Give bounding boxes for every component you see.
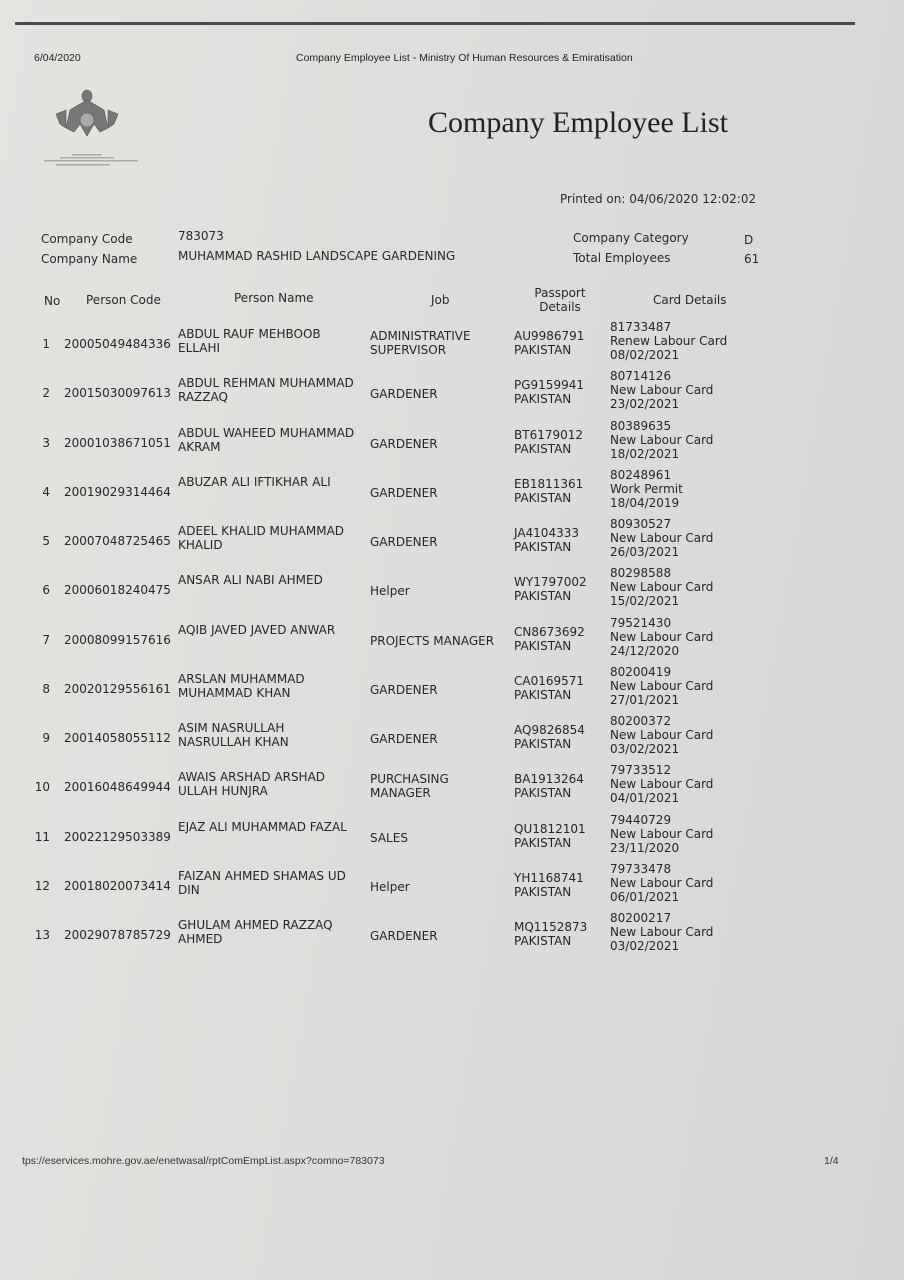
job-line-1: GARDENER [370, 535, 438, 549]
passport-details [514, 871, 604, 899]
total-employees-value: 61 [744, 252, 760, 266]
job-line-1: GARDENER [370, 929, 438, 943]
passport-details [514, 920, 604, 948]
person-name-line-2: AHMED [178, 932, 223, 946]
job-title [370, 929, 505, 943]
card-type: New Labour Card [610, 925, 714, 939]
card-date: 23/02/2021 [610, 397, 680, 411]
person-code: 20008099157616 [64, 633, 171, 647]
person-name-line-1: AQIB JAVED JAVED ANWAR [178, 623, 336, 637]
passport-number: WY1797002 [514, 575, 587, 589]
job-title [370, 732, 505, 746]
card-details [610, 517, 750, 559]
card-details [610, 862, 750, 904]
top-rule [15, 22, 855, 25]
passport-country: PAKISTAN [514, 885, 572, 899]
person-name [178, 918, 368, 946]
passport-details [514, 772, 604, 800]
footer-page-number: 1/4 [824, 1155, 839, 1167]
passport-details [514, 428, 604, 456]
col-card-details: Card Details [653, 293, 727, 307]
person-name-line-1: ASIM NASRULLAH [178, 721, 285, 735]
header-title: Company Employee List - Ministry Of Human Resources & Emiratisation [296, 52, 633, 64]
passport-details [514, 674, 604, 702]
job-title [370, 535, 505, 549]
passport-details [514, 822, 604, 850]
card-date: 18/02/2021 [610, 447, 680, 461]
passport-country: PAKISTAN [514, 442, 572, 456]
passport-number: QU1812101 [514, 822, 586, 836]
col-passport [530, 286, 590, 314]
card-date: 15/02/2021 [610, 594, 680, 608]
person-code: 20015030097613 [64, 386, 171, 400]
person-name-line-1: ABDUL REHMAN MUHAMMAD [178, 376, 354, 390]
passport-number: CA0169571 [514, 674, 585, 688]
table-row [0, 616, 904, 664]
card-number: 80389635 [610, 419, 672, 433]
passport-number: MQ1152873 [514, 920, 588, 934]
card-number: 80248961 [610, 468, 672, 482]
person-name-line-2: MUHAMMAD KHAN [178, 686, 291, 700]
card-date: 18/04/2019 [610, 496, 680, 510]
passport-country: PAKISTAN [514, 540, 572, 554]
person-code: 20029078785729 [64, 928, 171, 942]
card-type: New Labour Card [610, 679, 714, 693]
footer-url: tps://eservices.mohre.gov.ae/enetwasal/rptComEmpList.aspx?comno=783073 [22, 1155, 385, 1167]
passport-details [514, 625, 604, 653]
col-no: No [44, 294, 61, 308]
card-details [610, 714, 750, 756]
job-line-1: GARDENER [370, 486, 438, 500]
col-passport-line-1: Passport [534, 286, 586, 300]
passport-country: PAKISTAN [514, 343, 572, 357]
row-number: 9 [42, 731, 50, 745]
person-name [178, 426, 368, 454]
job-title [370, 683, 505, 697]
row-number: 11 [34, 830, 50, 844]
job-line-1: GARDENER [370, 683, 438, 697]
card-details [610, 419, 750, 461]
job-line-2: SUPERVISOR [370, 343, 447, 357]
person-code: 20001038671051 [64, 436, 171, 450]
person-code: 20007048725465 [64, 534, 171, 548]
job-title [370, 772, 505, 800]
passport-country: PAKISTAN [514, 392, 572, 406]
card-details [610, 566, 750, 608]
card-number: 80930527 [610, 517, 672, 531]
job-line-1: GARDENER [370, 387, 438, 401]
person-name [178, 623, 368, 637]
passport-number: AU9986791 [514, 329, 585, 343]
card-number: 79440729 [610, 813, 672, 827]
card-type: New Labour Card [610, 580, 714, 594]
job-line-1: GARDENER [370, 732, 438, 746]
person-code: 20020129556161 [64, 682, 171, 696]
passport-details [514, 329, 604, 357]
person-name-line-1: ABDUL RAUF MEHBOOB [178, 327, 321, 341]
person-name-line-1: AWAIS ARSHAD ARSHAD [178, 770, 326, 784]
table-row [0, 517, 904, 565]
card-details [610, 665, 750, 707]
person-name-line-2: ULLAH HUNJRA [178, 784, 268, 798]
card-type: New Labour Card [610, 531, 714, 545]
card-details [610, 468, 750, 510]
card-type: New Labour Card [610, 827, 714, 841]
row-number: 2 [42, 386, 50, 400]
person-name-line-1: ABDUL WAHEED MUHAMMAD [178, 426, 355, 440]
person-name-line-2: AKRAM [178, 440, 221, 454]
card-date: 06/01/2021 [610, 890, 680, 904]
passport-number: PG9159941 [514, 378, 584, 392]
job-title [370, 387, 505, 401]
job-line-1: Helper [370, 880, 410, 894]
person-name-line-2: KHALID [178, 538, 223, 552]
passport-details [514, 526, 604, 554]
passport-details [514, 477, 604, 505]
person-code: 20018020073414 [64, 879, 171, 893]
job-title [370, 634, 505, 648]
card-number: 80714126 [610, 369, 672, 383]
card-date: 04/01/2021 [610, 791, 680, 805]
table-row [0, 468, 904, 516]
person-code: 20016048649944 [64, 780, 171, 794]
printed-on: Printed on: 04/06/2020 12:02:02 [560, 192, 757, 206]
company-name-value: MUHAMMAD RASHID LANDSCAPE GARDENING [178, 249, 456, 263]
job-line-2: MANAGER [370, 786, 431, 800]
card-number: 80200372 [610, 714, 672, 728]
card-type: New Labour Card [610, 630, 714, 644]
job-title [370, 831, 505, 845]
passport-number: AQ9826854 [514, 723, 585, 737]
person-name [178, 327, 368, 355]
person-name-line-1: FAIZAN AHMED SHAMAS UD [178, 869, 346, 883]
job-line-1: SALES [370, 831, 408, 845]
passport-details [514, 378, 604, 406]
table-row [0, 911, 904, 959]
card-type: Renew Labour Card [610, 334, 728, 348]
passport-number: EB1811361 [514, 477, 584, 491]
card-details [610, 763, 750, 805]
row-number: 4 [42, 485, 50, 499]
card-date: 24/12/2020 [610, 644, 680, 658]
person-name-line-1: GHULAM AHMED RAZZAQ [178, 918, 333, 932]
card-type: Work Permit [610, 482, 683, 496]
person-name [178, 573, 368, 587]
person-name-line-2: NASRULLAH KHAN [178, 735, 289, 749]
company-name-label: Company Name [41, 252, 138, 266]
job-title [370, 584, 505, 598]
card-type: New Labour Card [610, 728, 714, 742]
col-person-name: Person Name [234, 291, 314, 305]
card-type: New Labour Card [610, 383, 714, 397]
person-name-line-2: DIN [178, 883, 200, 897]
company-code-label: Company Code [41, 232, 133, 246]
job-line-1: ADMINISTRATIVE [370, 329, 471, 343]
table-row [0, 763, 904, 811]
person-code: 20005049484336 [64, 337, 171, 351]
person-name-line-1: ANSAR ALI NABI AHMED [178, 573, 323, 587]
job-line-1: PROJECTS MANAGER [370, 634, 495, 648]
person-name [178, 524, 368, 552]
row-number: 12 [34, 879, 50, 893]
company-category-value: D [744, 233, 754, 247]
passport-country: PAKISTAN [514, 639, 572, 653]
person-name [178, 721, 368, 749]
card-number: 80298588 [610, 566, 672, 580]
table-row [0, 419, 904, 467]
passport-country: PAKISTAN [514, 836, 572, 850]
card-date: 27/01/2021 [610, 693, 680, 707]
person-code: 20006018240475 [64, 583, 171, 597]
passport-country: PAKISTAN [514, 934, 572, 948]
table-row [0, 320, 904, 368]
card-details [610, 369, 750, 411]
card-date: 03/02/2021 [610, 939, 680, 953]
row-number: 8 [42, 682, 50, 696]
row-number: 10 [34, 780, 50, 794]
table-row [0, 714, 904, 762]
company-category-label: Company Category [573, 231, 689, 245]
person-code: 20022129503389 [64, 830, 171, 844]
company-code-value: 783073 [178, 229, 224, 243]
card-date: 26/03/2021 [610, 545, 680, 559]
job-title [370, 437, 505, 451]
total-employees-label: Total Employees [573, 251, 671, 265]
row-number: 3 [42, 436, 50, 450]
person-name-line-1: EJAZ ALI MUHAMMAD FAZAL [178, 820, 347, 834]
card-number: 79733478 [610, 862, 672, 876]
page-title: Company Employee List [428, 106, 728, 139]
card-number: 80200419 [610, 665, 672, 679]
passport-country: PAKISTAN [514, 491, 572, 505]
table-row [0, 813, 904, 861]
card-date: 03/02/2021 [610, 742, 680, 756]
card-number: 81733487 [610, 320, 672, 334]
passport-country: PAKISTAN [514, 688, 572, 702]
row-number: 6 [42, 583, 50, 597]
job-line-1: Helper [370, 584, 410, 598]
person-code: 20019029314464 [64, 485, 171, 499]
person-name-line-2: RAZZAQ [178, 390, 228, 404]
table-row [0, 862, 904, 910]
passport-number: BT6179012 [514, 428, 584, 442]
person-name-line-1: ABUZAR ALI IFTIKHAR ALI [178, 475, 331, 489]
col-job: Job [431, 293, 450, 307]
row-number: 1 [42, 337, 50, 351]
col-passport-line-2: Details [539, 300, 581, 314]
card-type: New Labour Card [610, 433, 714, 447]
card-details [610, 911, 750, 953]
card-details [610, 320, 750, 362]
person-code: 20014058055112 [64, 731, 171, 745]
person-name-line-2: ELLAHI [178, 341, 220, 355]
passport-country: PAKISTAN [514, 786, 572, 800]
job-title [370, 880, 505, 894]
person-name-line-1: ARSLAN MUHAMMAD [178, 672, 305, 686]
card-details [610, 813, 750, 855]
job-title [370, 486, 505, 500]
uae-emblem-logo [40, 80, 140, 175]
passport-number: JA4104333 [514, 526, 579, 540]
person-name [178, 770, 368, 798]
person-name-line-1: ADEEL KHALID MUHAMMAD [178, 524, 345, 538]
table-row [0, 566, 904, 614]
job-line-1: PURCHASING [370, 772, 449, 786]
card-type: New Labour Card [610, 876, 714, 890]
person-name [178, 672, 368, 700]
card-type: New Labour Card [610, 777, 714, 791]
header-date: 6/04/2020 [34, 52, 81, 64]
passport-country: PAKISTAN [514, 589, 572, 603]
card-date: 23/11/2020 [610, 841, 680, 855]
passport-country: PAKISTAN [514, 737, 572, 751]
passport-number: BA1913264 [514, 772, 584, 786]
table-row [0, 665, 904, 713]
person-name [178, 820, 368, 834]
card-number: 79733512 [610, 763, 672, 777]
person-name [178, 376, 368, 404]
passport-details [514, 723, 604, 751]
person-name [178, 475, 368, 489]
passport-number: YH1168741 [514, 871, 584, 885]
card-details [610, 616, 750, 658]
passport-number: CN8673692 [514, 625, 585, 639]
card-date: 08/02/2021 [610, 348, 680, 362]
row-number: 7 [42, 633, 50, 647]
row-number: 5 [42, 534, 50, 548]
table-row [0, 369, 904, 417]
row-number: 13 [34, 928, 50, 942]
job-title [370, 329, 505, 357]
card-number: 79521430 [610, 616, 672, 630]
job-line-1: GARDENER [370, 437, 438, 451]
person-name [178, 869, 368, 897]
passport-details [514, 575, 604, 603]
card-number: 80200217 [610, 911, 672, 925]
col-person-code: Person Code [86, 293, 161, 307]
